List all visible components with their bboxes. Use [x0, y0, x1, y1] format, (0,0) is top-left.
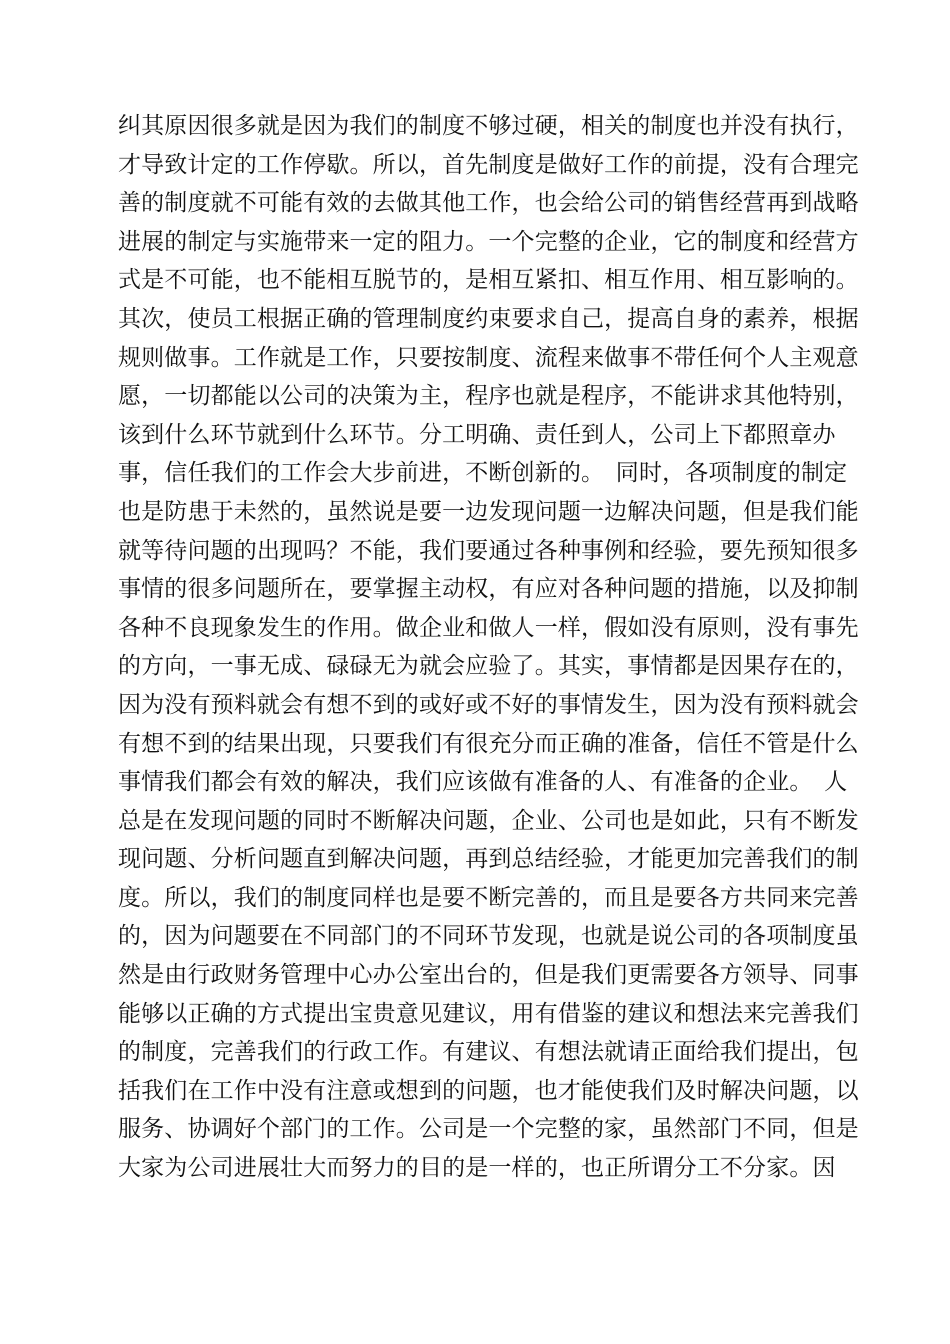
- text-line: 的制度，完善我们的行政工作。有建议、有想法就请正面给我们提出，包: [118, 1039, 859, 1066]
- text-line: 因为没有预料就会有想不到的或好或不好的事情发生，因为没有预料就会: [118, 691, 859, 718]
- text-line: 才导致计定的工作停歇。所以，首先制度是做好工作的前提，没有合理完: [118, 151, 859, 178]
- text-line: 的方向，一事无成、碌碌无为就会应验了。其实，事情都是因果存在的，: [118, 653, 859, 680]
- text-line: 事，信任我们的工作会大步前进，不断创新的。 同时，各项制度的制定: [118, 460, 848, 487]
- text-line: 现问题、分析问题直到解决问题，再到总结经验，才能更加完善我们的制: [118, 846, 859, 873]
- text-line: 有想不到的结果出现，只要我们有很充分而正确的准备，信任不管是什么: [118, 730, 859, 757]
- text-line: 就等待问题的出现吗？不能，我们要通过各种事例和经验，要先预知很多: [118, 537, 859, 564]
- text-line: 服务、协调好个部门的工作。公司是一个完整的家，虽然部门不同，但是: [118, 1116, 859, 1143]
- text-line: 度。所以，我们的制度同样也是要不断完善的，而且是要各方共同来完善: [118, 884, 859, 911]
- text-line: 各种不良现象发生的作用。做企业和做人一样，假如没有原则，没有事先: [118, 614, 859, 641]
- text-line: 总是在发现问题的同时不断解决问题，企业、公司也是如此，只有不断发: [118, 807, 859, 834]
- text-line: 事情的很多问题所在，要掌握主动权，有应对各种问题的措施，以及抑制: [118, 576, 859, 603]
- text-line: 规则做事。工作就是工作，只要按制度、流程来做事不带任何个人主观意: [118, 344, 859, 371]
- body-text: [118, 107, 859, 1188]
- text-line: 式是不可能，也不能相互脱节的，是相互紧扣、相互作用、相互影响的。: [118, 267, 859, 294]
- text-line: 纠其原因很多就是因为我们的制度不够过硬，相关的制度也并没有执行，: [118, 113, 859, 139]
- text-line: 然是由行政财务管理中心办公室出台的，但是我们更需要各方领导、同事: [118, 962, 859, 989]
- text-line: 事情我们都会有效的解决，我们应该做有准备的人、有准备的企业。 人: [118, 769, 848, 796]
- text-line: 括我们在工作中没有注意或想到的问题，也才能使我们及时解决问题，以: [118, 1077, 859, 1104]
- text-line: 进展的制定与实施带来一定的阻力。一个完整的企业，它的制度和经营方: [118, 228, 859, 255]
- text-line: 也是防患于未然的，虽然说是要一边发现问题一边解决问题，但是我们能: [118, 498, 859, 525]
- text-line: 愿，一切都能以公司的决策为主，程序也就是程序，不能讲求其他特别，: [118, 383, 859, 410]
- text-line: 的，因为问题要在不同部门的不同环节发现，也就是说公司的各项制度虽: [118, 923, 859, 950]
- text-line: 大家为公司进展壮大而努力的目的是一样的，也正所谓分工不分家。因: [118, 1155, 836, 1182]
- text-line: 能够以正确的方式提出宝贵意见建议，用有借鉴的建议和想法来完善我们: [118, 1000, 859, 1027]
- text-line: 该到什么环节就到什么环节。分工明确、责任到人，公司上下都照章办: [118, 421, 836, 448]
- text-line: 其次，使员工根据正确的管理制度约束要求自己，提高自身的素养，根据: [118, 305, 859, 332]
- text-line: 善的制度就不可能有效的去做其他工作，也会给公司的销售经营再到战略: [118, 190, 859, 217]
